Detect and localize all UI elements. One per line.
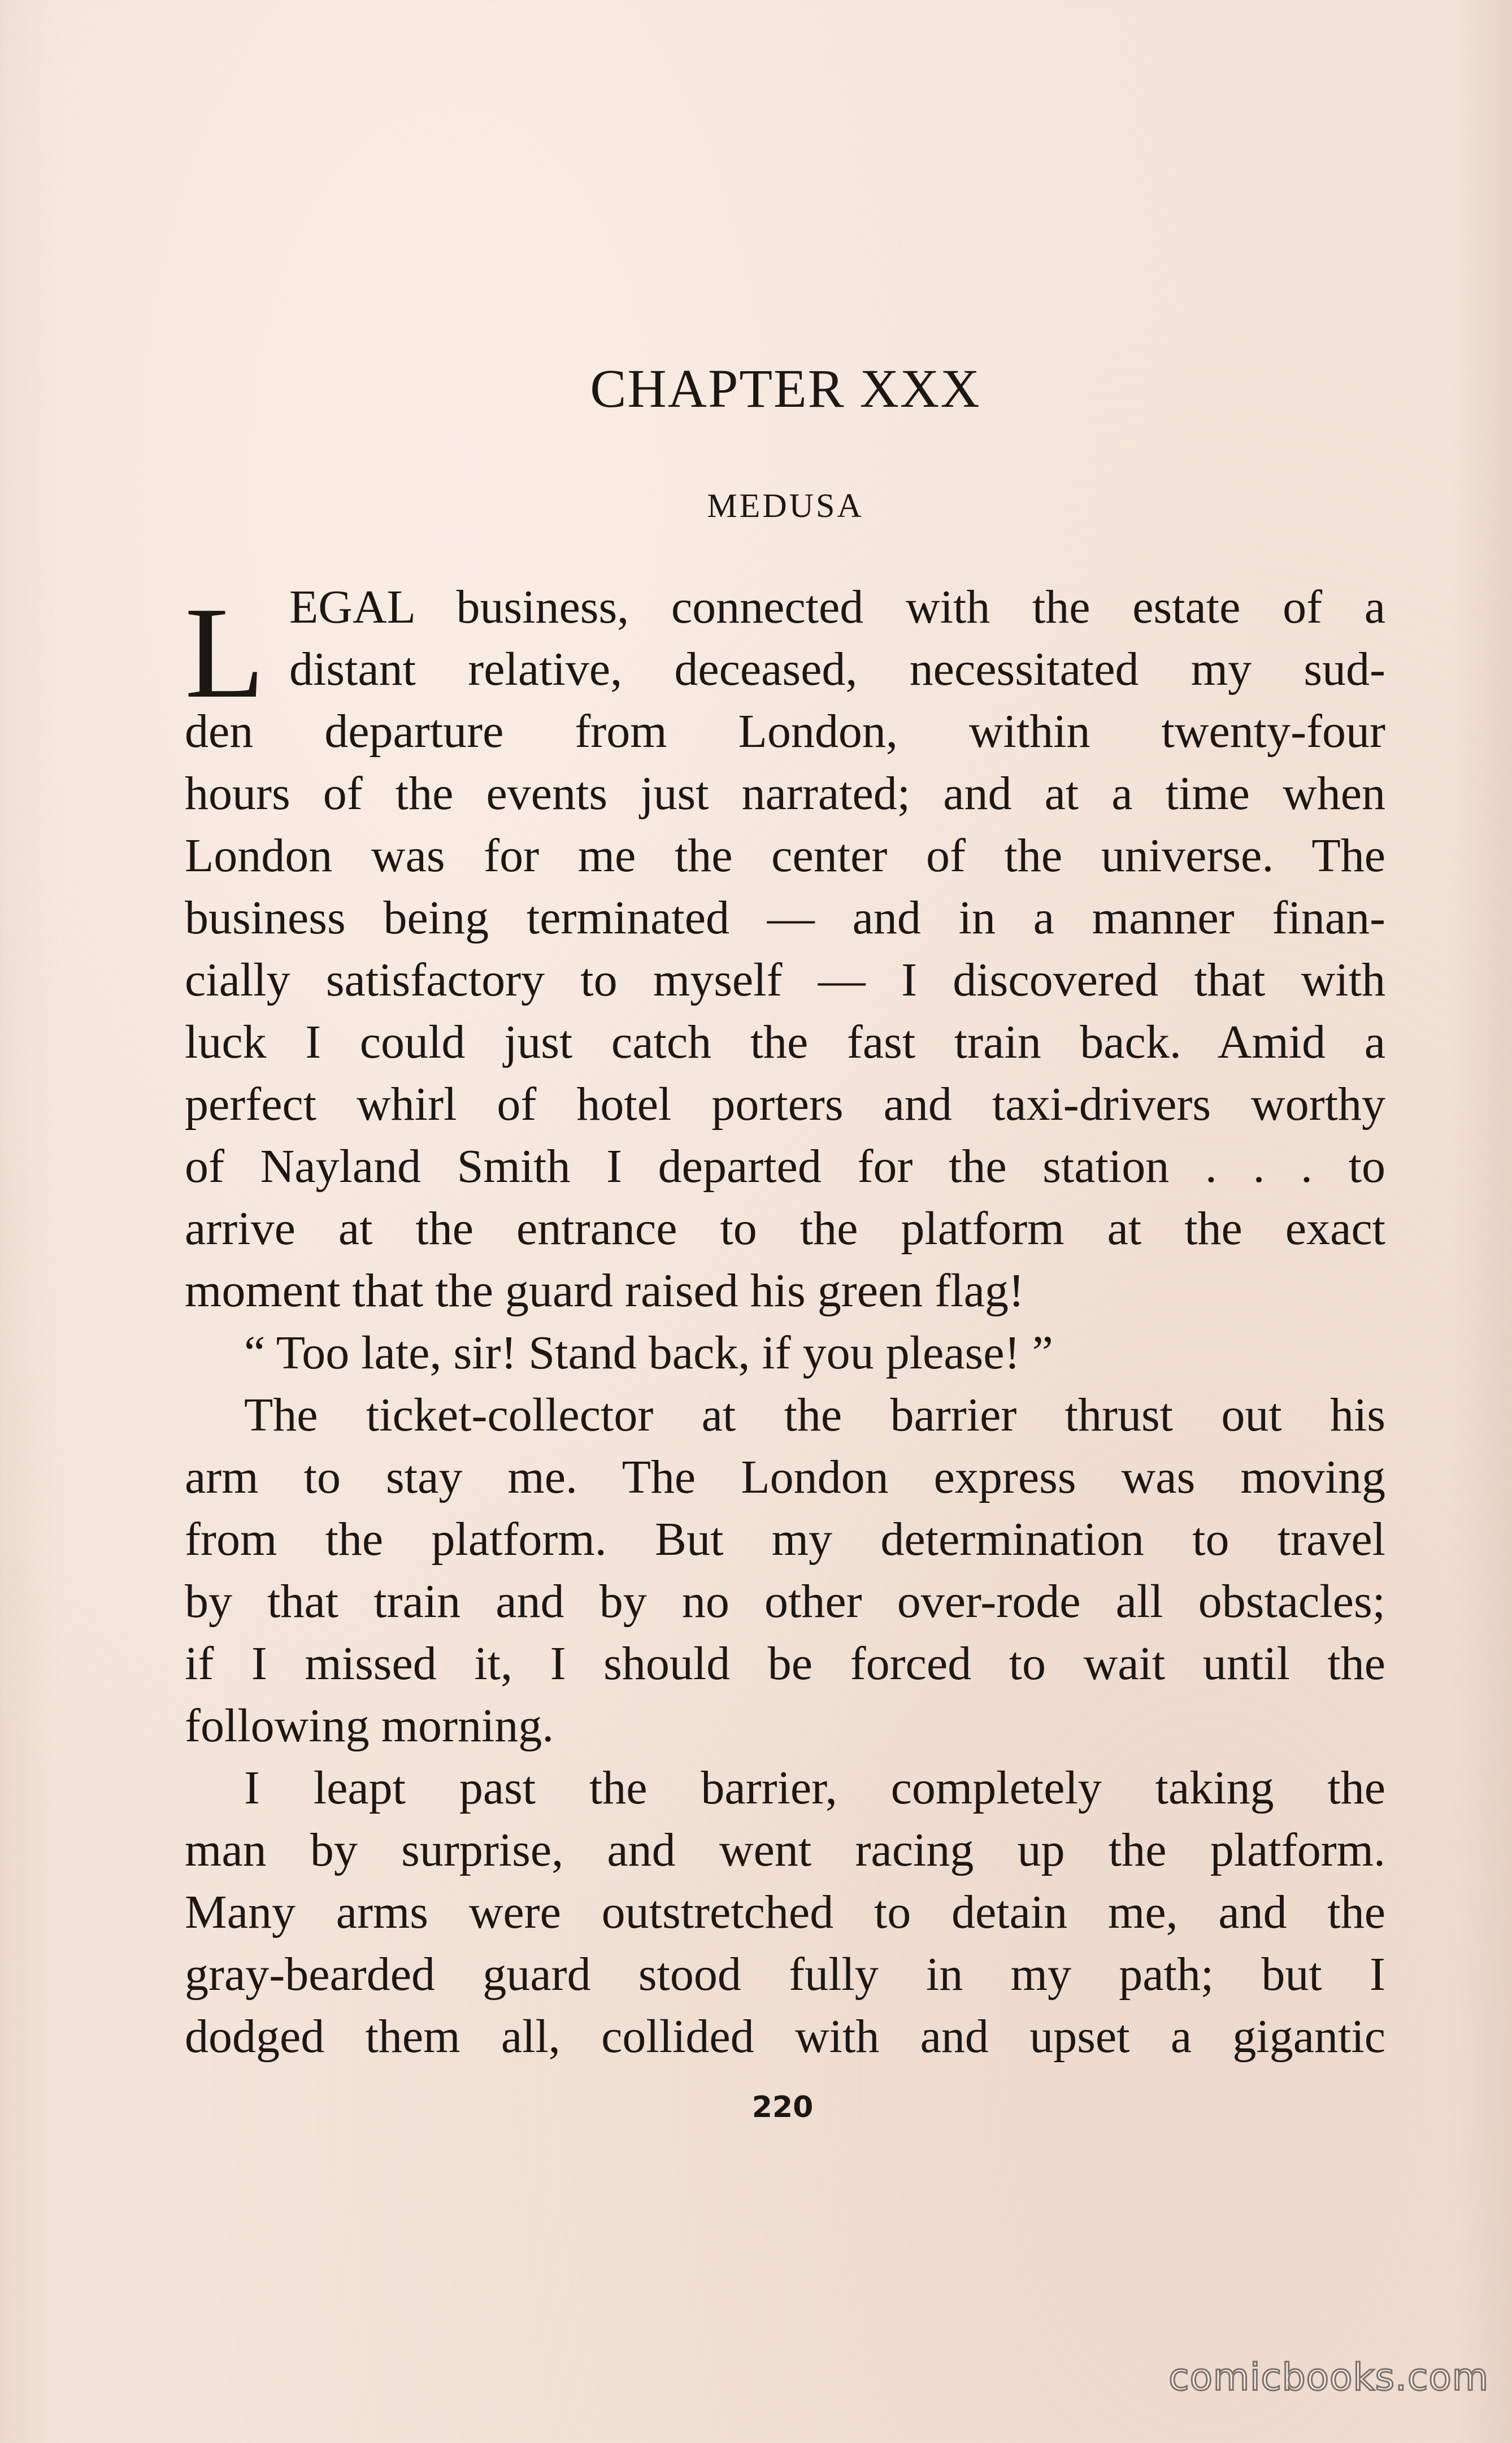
text-line: cially satisfactory to myself — I discovered that with — [185, 954, 1385, 1006]
text-line: if I missed it, I should be forced to wait until the — [185, 1637, 1385, 1690]
text-line: arm to stay me. The London express was moving — [185, 1451, 1385, 1503]
text-line: den departure from London, within twenty-four — [185, 705, 1385, 758]
text-line: hours of the events just narrated; and at a time when — [185, 767, 1385, 820]
text-line: Many arms were outstretched to detain me, and the — [185, 1886, 1385, 1938]
text-line: London was for me the center of the universe. The — [185, 829, 1385, 882]
chapter-subtitle: MEDUSA — [707, 487, 864, 524]
page-number: 220 — [751, 2090, 814, 2124]
watermark: comicbooks.com — [1168, 2355, 1489, 2399]
text-line: by that train and by no other over-rode all obstacles; — [185, 1575, 1385, 1628]
text-line: from the platform. But my determination to travel — [185, 1513, 1385, 1566]
text-line: gray-bearded guard stood fully in my path; but I — [185, 1948, 1385, 2001]
text-line: man by surprise, and went racing up the platform. — [185, 1824, 1385, 1876]
body-text — [185, 576, 1385, 2068]
text-line: luck I could just catch the fast train back. Amid a — [185, 1016, 1385, 1068]
text-line: following morning. — [185, 1699, 554, 1752]
text-line: business being terminated — and in a manner finan- — [185, 892, 1385, 944]
text-line: EGAL business, connected with the estate of a — [289, 581, 1385, 633]
text-line: dodged them all, collided with and upset a gigantic — [185, 2010, 1385, 2063]
text-line: “ Too late, sir! Stand back, if you please! ” — [244, 1327, 1053, 1379]
text-line: perfect whirl of hotel porters and taxi-drivers worthy — [185, 1078, 1385, 1131]
text-line: I leapt past the barrier, completely taking the — [244, 1762, 1385, 1814]
chapter-heading: CHAPTER XXX — [590, 358, 981, 419]
drop-cap: L — [185, 580, 265, 725]
text-line: arrive at the entrance to the platform at the exact — [185, 1202, 1385, 1255]
text-line: The ticket-collector at the barrier thrust out his — [244, 1389, 1385, 1441]
text-line: moment that the guard raised his green flag! — [185, 1264, 1024, 1317]
text-line: distant relative, deceased, necessitated my sud- — [289, 643, 1385, 695]
text-line: of Nayland Smith I departed for the station . . . to — [185, 1140, 1385, 1193]
